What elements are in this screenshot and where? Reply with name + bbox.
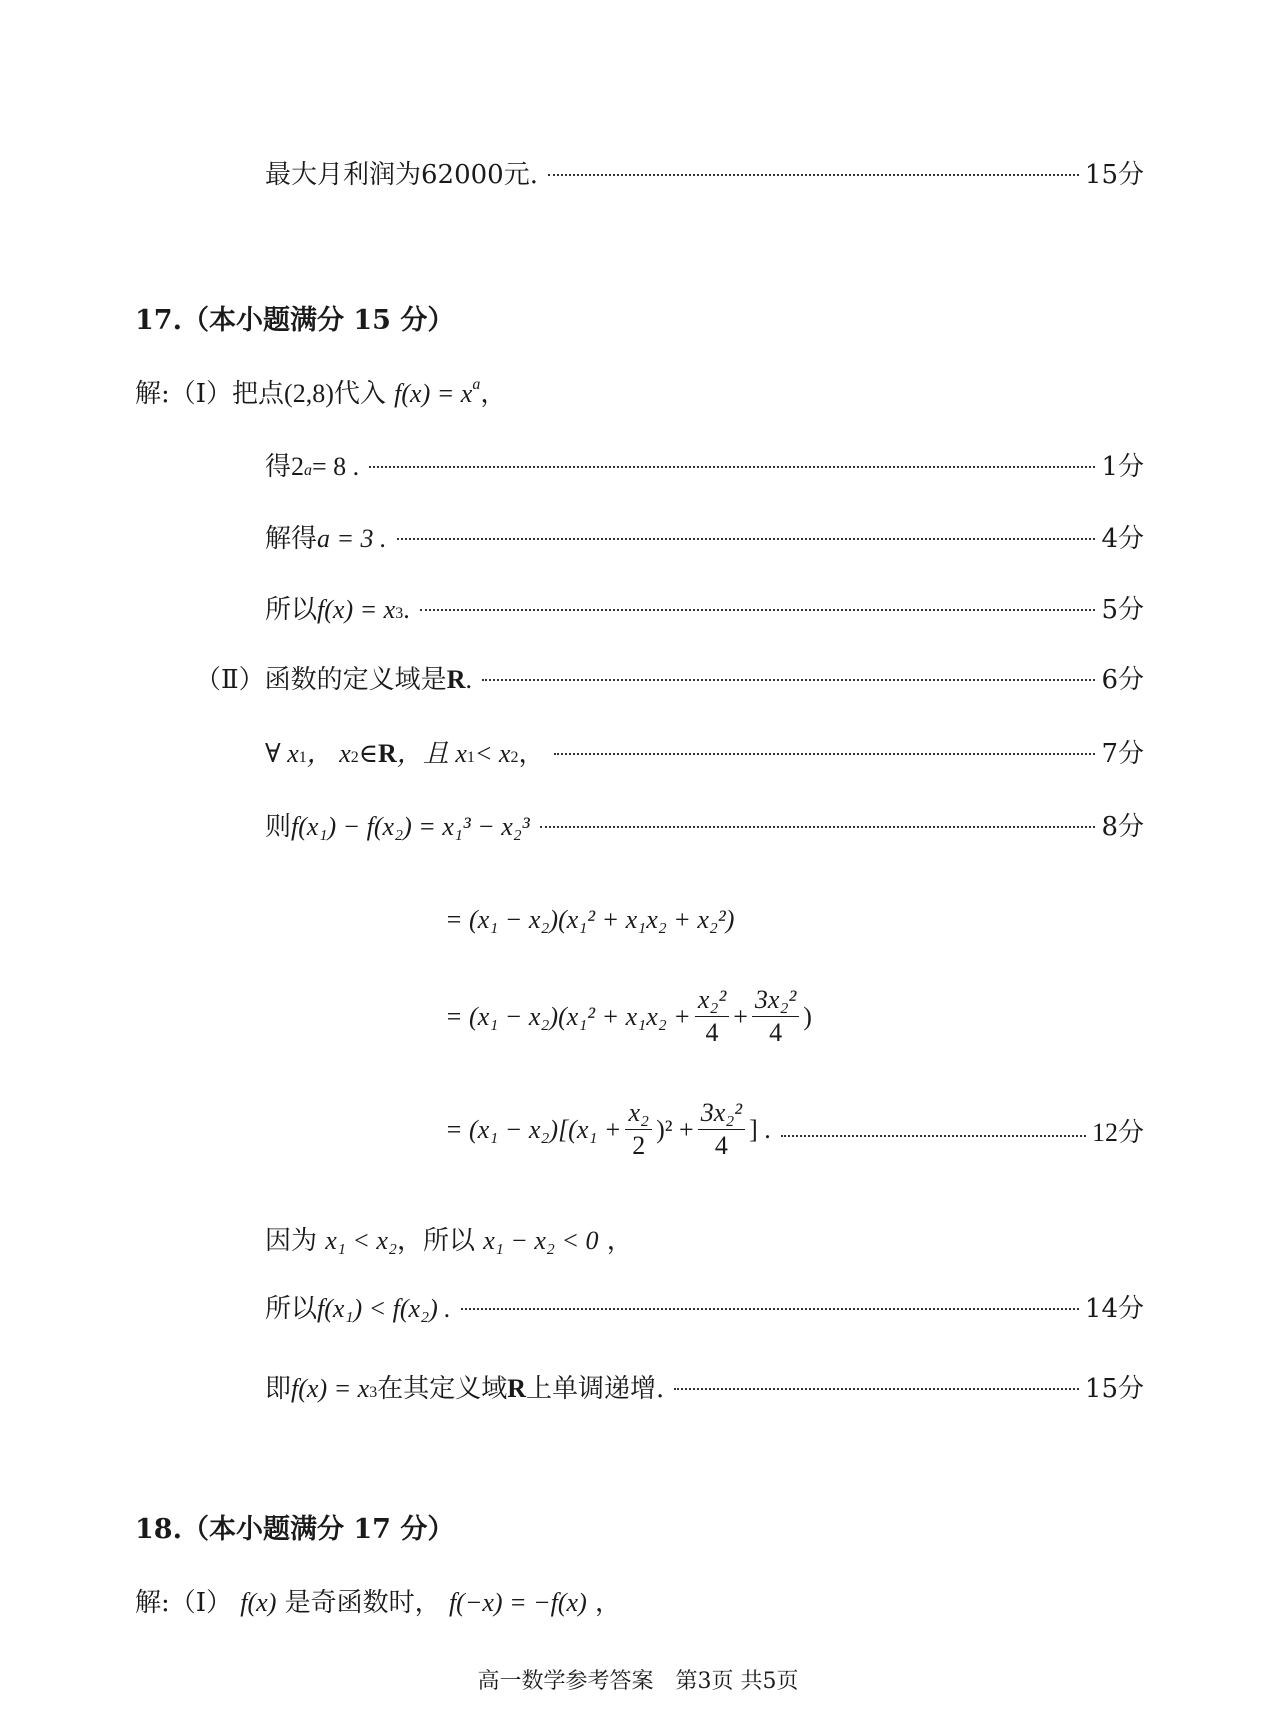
eq2-fraction-1	[695, 985, 729, 1049]
step6-expr1: x₁ < x₂	[325, 1226, 397, 1255]
step1-prefix: 得	[265, 452, 292, 482]
step4-f: ，	[518, 739, 545, 769]
step3-expr: f(x) = x	[317, 595, 396, 624]
step4-b: ， x	[306, 739, 351, 768]
step6-prefix: 因为	[265, 1226, 318, 1256]
step7-prefix: 所以	[265, 1294, 318, 1324]
step8-rest: 上单调递增.	[525, 1374, 665, 1404]
q17-equation-3	[445, 1098, 1144, 1162]
step4-c: ∈	[358, 739, 379, 768]
page-footer: 高一数学参考答案 第3页 共5页	[477, 1669, 799, 1694]
fraction-denominator: 4	[769, 1018, 783, 1047]
fraction-denominator: 2	[632, 1131, 646, 1160]
score-mark: 5分	[1101, 595, 1144, 625]
score-mark: 15分	[1084, 1374, 1144, 1404]
q16-final-line	[265, 158, 1144, 192]
eq1-expr: = (x₁ − x₂)(x₁² + x₁x₂ + x₂²)	[445, 905, 735, 934]
eq3-fraction-2	[698, 1098, 745, 1162]
dot-leader	[674, 1388, 1079, 1390]
step8-prefix: 即	[265, 1374, 292, 1404]
score-mark: 4分	[1101, 524, 1144, 554]
dot-leader	[461, 1308, 1079, 1310]
eq3-main: = (x₁ − x₂)[(x₁ +	[445, 1115, 622, 1144]
eq3-mid: )² +	[656, 1115, 694, 1144]
step7-expr: f(x₁) < f(x₂) .	[317, 1294, 451, 1323]
eq2-main: = (x₁ − x₂)(x₁² + x₁x₂ +	[445, 1002, 691, 1031]
dot-leader	[548, 174, 1079, 176]
step2-prefix: 解得	[265, 524, 318, 554]
step6-expr2: x₁ − x₂ < 0	[483, 1226, 599, 1255]
dot-leader	[420, 609, 1096, 611]
eq3-fraction-1	[625, 1098, 652, 1162]
q18-intro-expr2: f(−x) = −f(x)	[448, 1588, 587, 1617]
intro-point: (2,8)	[284, 379, 334, 408]
part2-set: R	[446, 665, 466, 694]
fraction-numerator: 3x₂²	[698, 1098, 745, 1130]
q18-intro-expr1: f(x)	[240, 1588, 277, 1617]
step1-rest: = 8 .	[312, 452, 360, 481]
score-mark: 14分	[1084, 1294, 1144, 1324]
q17-part2	[195, 663, 1144, 697]
q17-step-7	[265, 1292, 1144, 1326]
q17-equation-2	[445, 985, 812, 1049]
step4-set: R	[378, 739, 397, 768]
step6-mid: ，所以	[396, 1226, 475, 1256]
fraction-numerator: 3x₂²	[752, 985, 799, 1017]
q16-final-text: 最大月利润为62000元.	[265, 160, 538, 190]
intro-suffix: ，	[480, 379, 507, 409]
dot-leader	[554, 753, 1095, 755]
q17-title: 17.（本小题满分 15 分）	[135, 305, 455, 336]
intro-prefix: 解:（Ⅰ）把点	[135, 379, 285, 409]
q17-intro	[135, 373, 506, 410]
step2-expr: a = 3 .	[317, 524, 387, 553]
dot-leader	[482, 679, 1095, 681]
q17-step-6	[265, 1220, 633, 1257]
score-mark: 1分	[1101, 452, 1144, 482]
dot-leader	[369, 466, 1095, 468]
part2-rest: .	[465, 665, 472, 694]
score-mark: 15分	[1084, 160, 1144, 190]
eq2-plus: +	[733, 1002, 748, 1031]
step4-a: ∀ x	[265, 739, 299, 768]
step6-suffix: ，	[598, 1226, 633, 1256]
dot-leader	[397, 538, 1096, 540]
q18-intro	[135, 1582, 621, 1619]
score-mark: 8分	[1101, 812, 1144, 842]
step8-mid: 在其定义域	[377, 1374, 508, 1404]
eq2-fraction-2	[752, 985, 799, 1049]
q17-step-3: 所以 f(x) = x 3 . 5分	[265, 595, 1144, 625]
fraction-denominator: 4	[705, 1018, 719, 1047]
step3-prefix: 所以	[265, 595, 318, 625]
score-mark: 7分	[1101, 739, 1144, 769]
step5-expr: f(x₁) − f(x₂) = x₁³ − x₂³	[291, 812, 530, 841]
q17-step-4: ∀ x 1 ， x 2 ∈ R ，且 x 1 < x 2 ， 7分	[265, 739, 1144, 769]
fraction-numerator: x₂	[625, 1098, 652, 1130]
step8-set: R	[507, 1374, 526, 1403]
step3-rest: .	[403, 595, 410, 624]
dot-leader	[540, 826, 1096, 828]
score-mark: 6分	[1101, 665, 1144, 695]
intro-exponent: a	[472, 376, 481, 393]
q18-intro-mid: 是奇函数时，	[284, 1588, 441, 1618]
eq2-close: )	[803, 1002, 812, 1031]
q17-step-8: 即 f(x) = x 3 在其定义域 R 上单调递增. 15分	[265, 1374, 1144, 1404]
step4-d: ，且 x	[396, 739, 467, 768]
step1-base: 2	[291, 452, 305, 481]
fraction-denominator: 4	[714, 1131, 728, 1160]
q18-intro-suffix: ，	[586, 1588, 621, 1618]
dot-leader	[781, 1135, 1086, 1137]
part2-prefix: （Ⅱ）函数的定义域是	[195, 665, 447, 695]
q17-step-5	[265, 810, 1144, 844]
q18-title: 18.（本小题满分 17 分）	[135, 1514, 455, 1545]
q18-intro-prefix: 解:（Ⅰ）	[135, 1588, 233, 1618]
intro-mid: 代入	[333, 379, 386, 409]
q17-equation-1	[445, 905, 734, 935]
q17-step-2	[265, 522, 1144, 556]
q17-step-1: 得 2 a = 8 . 1分	[265, 452, 1144, 482]
step5-prefix: 则	[265, 812, 292, 842]
eq3-close: ] .	[749, 1115, 771, 1144]
fraction-numerator: x₂²	[695, 985, 729, 1017]
step4-e: < x	[474, 739, 511, 768]
score-mark: 12分	[1091, 1117, 1144, 1147]
step8-expr: f(x) = x	[291, 1374, 370, 1403]
intro-function: f(x) = x	[394, 379, 473, 408]
